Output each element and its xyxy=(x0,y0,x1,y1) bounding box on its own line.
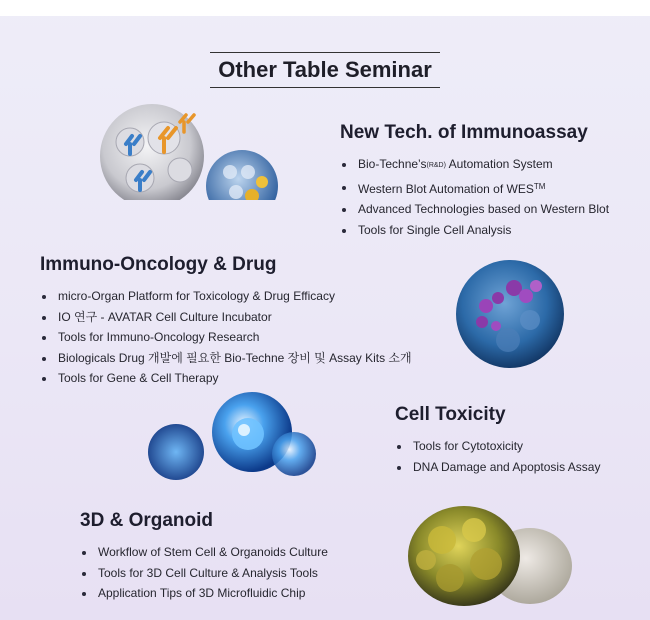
list-item: micro-Organ Platform for Toxicology & Drug Efficacy xyxy=(40,286,412,307)
list-item: Tools for Immuno-Oncology Research xyxy=(40,327,412,348)
section-heading: Cell Toxicity xyxy=(395,404,506,425)
list-item: Biologicals Drug 개발에 필요한 Bio-Techne 장비 및 Assay Kits 소개 xyxy=(40,348,412,369)
section-heading: New Tech. of Immunoassay xyxy=(340,122,588,143)
page-title: Other Table Seminar xyxy=(210,52,440,88)
section-heading: Immuno-Oncology & Drug xyxy=(40,254,277,275)
list-item: Advanced Technologies based on Western Blot xyxy=(340,199,609,220)
organoid-cluster-icon xyxy=(402,500,580,616)
section-immunoassay xyxy=(340,122,609,240)
list-item: Tools for Gene & Cell Therapy xyxy=(40,368,412,389)
list-item: Tools for Single Cell Analysis xyxy=(340,220,609,241)
list-item: Workflow of Stem Cell & Organoids Culture xyxy=(80,542,328,563)
tumor-cell-icon xyxy=(454,258,566,370)
item-list xyxy=(395,436,600,477)
antibody-illustration-icon xyxy=(100,102,280,200)
section-heading: 3D & Organoid xyxy=(80,510,214,531)
list-item: Bio-Techne’s(R&D) Automation System xyxy=(340,154,609,177)
section-immuno-oncology xyxy=(40,254,412,389)
item-list xyxy=(80,542,328,604)
top-margin xyxy=(0,0,650,16)
section-cell-toxicity xyxy=(395,404,600,477)
item-list xyxy=(340,154,609,240)
list-item: Tools for 3D Cell Culture & Analysis Tools xyxy=(80,563,328,584)
list-item: Tools for Cytotoxicity xyxy=(395,436,600,457)
list-item: Application Tips of 3D Microfluidic Chip xyxy=(80,583,328,604)
item-list xyxy=(40,286,412,389)
section-3d-organoid xyxy=(80,510,328,604)
list-item: DNA Damage and Apoptosis Assay xyxy=(395,457,600,478)
list-item: Western Blot Automation of WES™ xyxy=(340,177,609,200)
list-item: IO 연구 - AVATAR Cell Culture Incubator xyxy=(40,307,412,328)
cell-sphere-icon xyxy=(148,392,318,484)
